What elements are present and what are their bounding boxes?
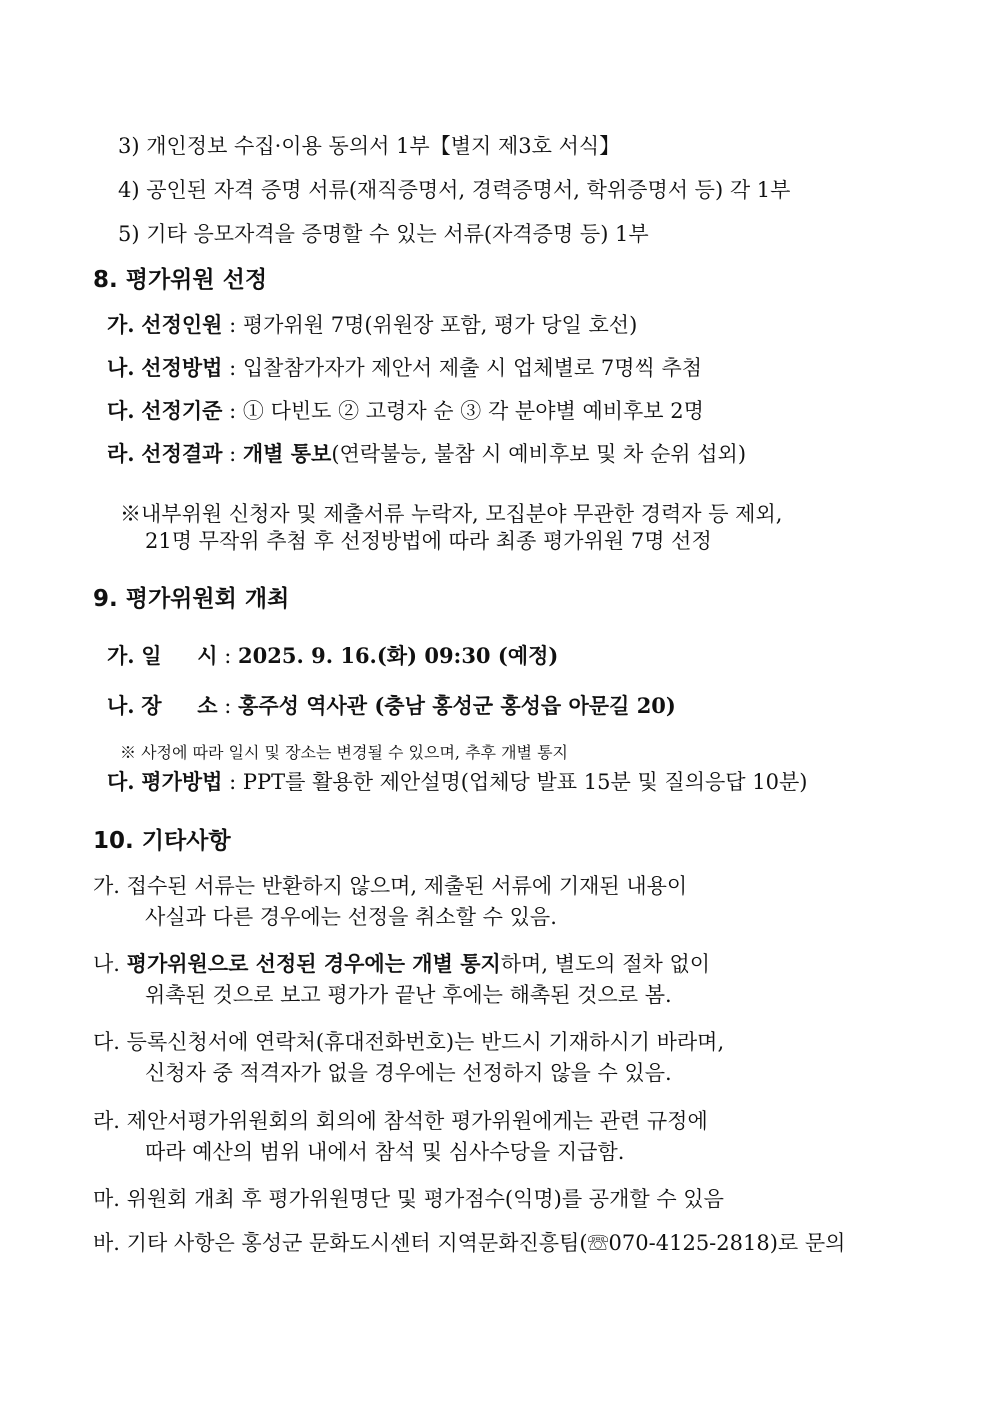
- item-label: 선정방법: [141, 355, 223, 380]
- item-text: 입찰참가자가 제안서 제출 시 업체별로 7명씩 추첨: [242, 356, 703, 380]
- item-marker: 다.: [93, 1030, 120, 1054]
- item-marker: 다.: [107, 398, 135, 423]
- section-9-time: [107, 642, 558, 670]
- item-bold-text: 개별 통보: [242, 441, 332, 466]
- item-label-second: 시: [197, 643, 218, 668]
- section-10-item-ba: [93, 1229, 845, 1257]
- section-10-item-na-line-1: [93, 950, 710, 978]
- meeting-place: 홍주성 역사관 (충남 홍성군 홍성읍 아문길 20): [238, 693, 676, 718]
- item-separator: :: [222, 356, 243, 380]
- item-separator: :: [222, 770, 243, 794]
- item-text: 기타 사항은 홍성군 문화도시센터 지역문화진흥팀(☏070-4125-2818)로 문의: [126, 1231, 846, 1255]
- section-10-item-da-line-1: [93, 1028, 724, 1056]
- item-text: 접수된 서류는 반환하지 않으며, 제출된 서류에 기재된 내용이: [126, 874, 688, 898]
- section-10-item-ga-line-1: [93, 872, 687, 900]
- item-marker: 가.: [93, 874, 120, 898]
- section-10-item-ra-line-2: 따라 예산의 범위 내에서 참석 및 심사수당을 지급함.: [145, 1140, 625, 1164]
- item-text: ① 다빈도 ② 고령자 순 ③ 각 분야별 예비후보 2명: [242, 399, 704, 423]
- item-text: (연락불능, 불참 시 예비후보 및 차 순위 섭외): [331, 442, 747, 466]
- item-label: 선정인원: [141, 312, 223, 337]
- item-label-first: 일: [141, 643, 162, 668]
- item-separator: :: [217, 644, 239, 668]
- item-text: 등록신청서에 연락처(휴대전화번호)는 반드시 기재하시기 바라며,: [126, 1030, 725, 1054]
- item-marker: 마.: [93, 1187, 120, 1211]
- section-8-note-line-2: 21명 무작위 추첨 후 선정방법에 따라 최종 평가위원 7명 선정: [145, 529, 712, 553]
- section-9-heading: 9. 평가위원회 개최: [93, 586, 290, 612]
- section-10-item-da-line-2: 신청자 중 적격자가 없을 경우에는 선정하지 않을 수 있음.: [145, 1061, 672, 1085]
- item-label: 선정결과: [141, 441, 223, 466]
- item-label: 선정기준: [141, 398, 223, 423]
- item-text: 하며, 별도의 절차 없이: [500, 952, 711, 976]
- section-9-method: [107, 768, 807, 796]
- item-marker: 나.: [93, 952, 120, 976]
- item-separator: :: [222, 399, 243, 423]
- item-text: 평가위원 7명(위원장 포함, 평가 당일 호선): [242, 313, 638, 337]
- section-10-item-ga-line-2: 사실과 다른 경우에는 선정을 취소할 수 있음.: [145, 905, 557, 929]
- item-separator: :: [222, 313, 243, 337]
- section-8-heading: 8. 평가위원 선정: [93, 267, 268, 293]
- item-text: 위원회 개최 후 평가위원명단 및 평가점수(익명)를 공개할 수 있음: [126, 1187, 724, 1211]
- meeting-datetime: 2025. 9. 16.(화) 09:30 (예정): [238, 643, 559, 668]
- section-8-item-da: [107, 397, 704, 425]
- item-text: 제안서평가위원회의 회의에 참석한 평가위원에게는 관련 규정에: [126, 1109, 708, 1133]
- attachment-item-3: 3) 개인정보 수집·이용 동의서 1부【별지 제3호 서식】: [118, 134, 621, 158]
- item-marker: 라.: [107, 441, 135, 466]
- section-9-note: ※ 사정에 따라 일시 및 장소는 변경될 수 있으며, 추후 개별 통지: [120, 743, 568, 762]
- item-label: 평가방법: [141, 769, 223, 794]
- section-10-item-ra-line-1: [93, 1107, 708, 1135]
- item-marker: 바.: [93, 1231, 120, 1255]
- section-8-note-line-1: ※내부위원 신청자 및 제출서류 누락자, 모집분야 무관한 경력자 등 제외,: [120, 502, 783, 526]
- section-10-item-ma: [93, 1185, 724, 1213]
- item-label-second: 소: [197, 693, 218, 718]
- item-label-first: 장: [141, 693, 162, 718]
- attachment-item-5: 5) 기타 응모자격을 증명할 수 있는 서류(자격증명 등) 1부: [118, 222, 649, 246]
- attachment-item-4: 4) 공인된 자격 증명 서류(재직증명서, 경력증명서, 학위증명서 등) 각 1부: [118, 178, 791, 202]
- section-8-item-ra: [107, 440, 746, 468]
- item-marker: 나.: [107, 693, 135, 718]
- item-marker: 라.: [93, 1109, 120, 1133]
- item-marker: 나.: [107, 355, 135, 380]
- item-separator: :: [217, 694, 239, 718]
- item-bold-text: 평가위원으로 선정된 경우에는 개별 통지: [126, 951, 501, 976]
- item-marker: 다.: [107, 769, 135, 794]
- section-9-place: [107, 692, 676, 720]
- item-separator: :: [222, 442, 243, 466]
- evaluation-method: PPT를 활용한 제안설명(업체당 발표 15분 및 질의응답 10분): [242, 770, 808, 794]
- section-10-item-na-line-2: 위촉된 것으로 보고 평가가 끝난 후에는 해촉된 것으로 봄.: [145, 983, 672, 1007]
- item-marker: 가.: [107, 312, 135, 337]
- section-10-heading: 10. 기타사항: [93, 828, 231, 854]
- section-8-item-ga: [107, 311, 637, 339]
- section-8-item-na: [107, 354, 702, 382]
- item-marker: 가.: [107, 643, 135, 668]
